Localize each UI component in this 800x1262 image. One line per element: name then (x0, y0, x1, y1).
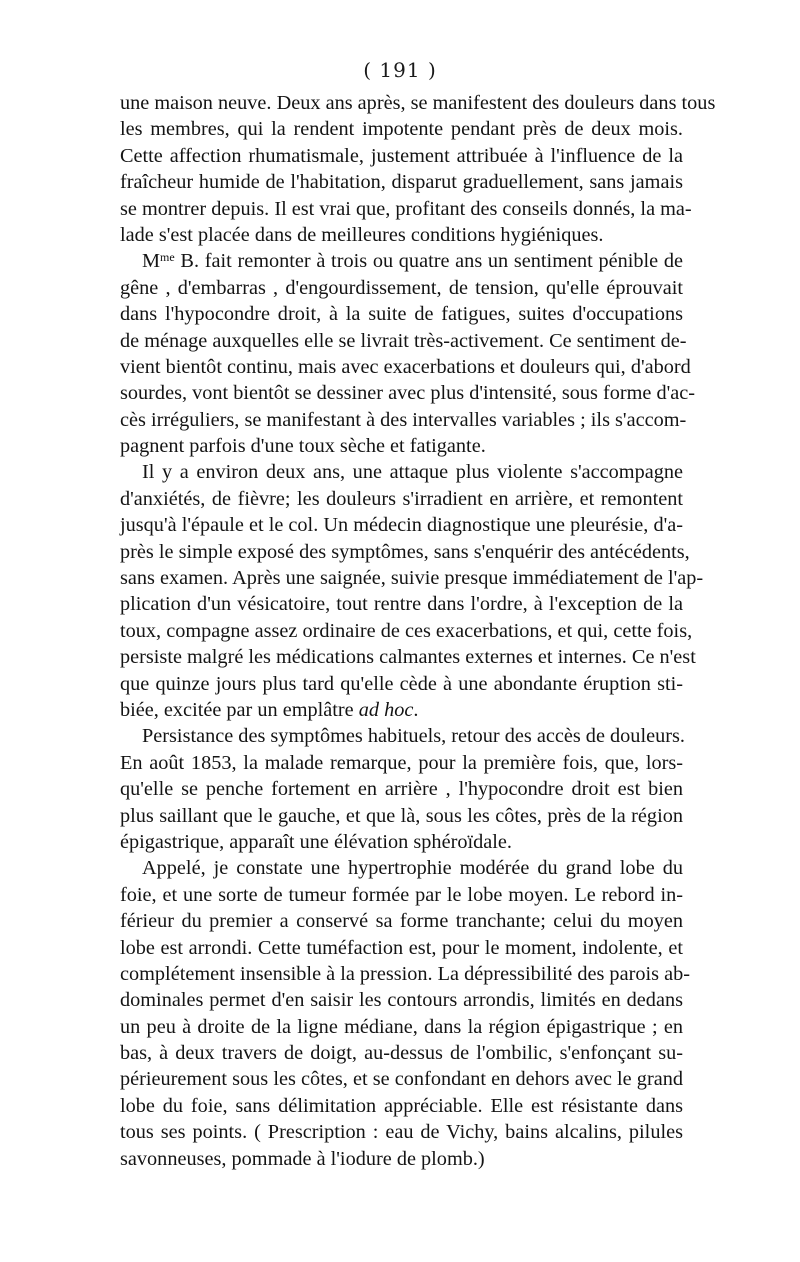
text-line: plus saillant que le gauche, et que là, sous les côtes, près de la région (120, 804, 683, 827)
text-line: qu'elle se penche fortement en arrière , l'hypocondre droit est bien (120, 778, 683, 801)
text-line: un peu à droite de la ligne médiane, dans la région épigastrique ; en (120, 1015, 683, 1038)
honorific: M (142, 250, 161, 273)
text-line: d'anxiétés, de fièvre; les douleurs s'irradient en arrière, et remontent (120, 487, 683, 510)
paragraph-4 (120, 723, 683, 855)
text-line-rest: B. fait remonter à trois ou quatre ans un sentiment pénible de (174, 250, 683, 273)
text-line (120, 697, 683, 723)
text-line: gêne , d'embarras , d'engourdissement, de tension, qu'elle éprouvait (120, 276, 683, 299)
text-line: dans l'hypocondre droit, à la suite de fatigues, suites d'occupations (120, 303, 683, 326)
text-line: sourdes, vont bientôt se dessiner avec plus d'intensité, sous forme d'ac- (120, 382, 696, 405)
text-line: sans examen. Après une saignée, suivie presque immédiatement de l'ap- (120, 567, 704, 590)
text-line: Persistance des symptômes habituels, retour des accès de douleurs. (142, 725, 685, 748)
text-line: lobe du foie, sans délimitation appréciable. Elle est résistante dans (120, 1094, 683, 1117)
italic-phrase: ad hoc (358, 698, 414, 721)
text-line: de ménage auxquelles elle se livrait très-activement. Ce sentiment de- (120, 329, 687, 352)
text-line: plication d'un vésicatoire, tout rentre dans l'ordre, à l'exception de la (120, 593, 683, 616)
page-number: ( 191 ) (363, 58, 437, 82)
text-line: persiste malgré les médications calmantes externes et internes. Ce n'est (120, 646, 696, 669)
text-line: bas, à deux travers de doigt, au-dessus de l'ombilic, s'enfonçant su- (120, 1042, 683, 1065)
text-line: dominales permet d'en saisir les contours arrondis, limités en dedans (120, 989, 683, 1012)
text-line: savonneuses, pommade à l'iodure de plomb.) (120, 1147, 485, 1170)
text-line: une maison neuve. Deux ans après, se manifestent des douleurs dans tous (120, 92, 716, 114)
text-line: lobe est arrondi. Cette tuméfaction est, pour le moment, indolente, et (120, 936, 683, 959)
text-line: pagnent parfois d'une toux sèche et fatigante. (120, 435, 486, 458)
text-line: tous ses points. ( Prescription : eau de Vichy, bains alcalins, pilules (120, 1121, 683, 1144)
text-line: lade s'est placée dans de meilleures conditions hygiéniques. (120, 223, 604, 246)
text-line: foie, et une sorte de tumeur formée par le lobe moyen. Le rebord in- (120, 883, 683, 906)
text-line: fraîcheur humide de l'habitation, disparut graduellement, sans jamais (120, 171, 683, 194)
text-line: Appelé, je constate une hypertrophie modérée du grand lobe du (142, 857, 683, 880)
text-line: périeurement sous les côtes, et se confondant en dehors avec le grand (120, 1068, 683, 1091)
body-text (120, 90, 716, 1172)
text-line: épigastrique, apparaît une élévation sphéroïdale. (120, 830, 512, 853)
text-line-plain: biée, excitée par un emplâtre (120, 698, 359, 721)
text-line: cès irréguliers, se manifestant à des intervalles variables ; ils s'accom- (120, 408, 687, 431)
text-line: jusqu'à l'épaule et le col. Un médecin diagnostique une pleurésie, d'a- (120, 514, 683, 537)
text-line: En août 1853, la malade remarque, pour la première fois, que, lors- (120, 751, 683, 774)
text-line: que quinze jours plus tard qu'elle cède à une abondante éruption sti- (120, 672, 683, 695)
text-line (120, 248, 683, 274)
text-line: se montrer depuis. Il est vrai que, profitant des conseils donnés, la ma- (120, 197, 692, 220)
text-line: Il y a environ deux ans, une attaque plus violente s'accompagne (142, 461, 683, 484)
paragraph-2 (120, 248, 696, 459)
paragraph-5 (120, 855, 690, 1172)
text-line: complétement insensible à la pression. La dépressibilité des parois ab- (120, 962, 690, 985)
honorific-superscript: me (160, 250, 175, 265)
paragraph-3 (120, 459, 704, 723)
text-line: Cette affection rhumatismale, justement attribuée à l'influence de la (120, 144, 683, 167)
text-line-end: . (413, 698, 419, 721)
text-line: férieur du premier a conservé sa forme tranchante; celui du moyen (120, 910, 683, 933)
text-line: les membres, qui la rendent impotente pendant près de deux mois. (120, 118, 683, 141)
paragraph-1 (120, 90, 716, 248)
text-line: toux, compagne assez ordinaire de ces exacerbations, et qui, cette fois, (120, 619, 693, 642)
text-line: près le simple exposé des symptômes, sans s'enquérir des antécédents, (120, 540, 690, 563)
text-line: vient bientôt continu, mais avec exacerbations et douleurs qui, d'abord (120, 355, 691, 378)
